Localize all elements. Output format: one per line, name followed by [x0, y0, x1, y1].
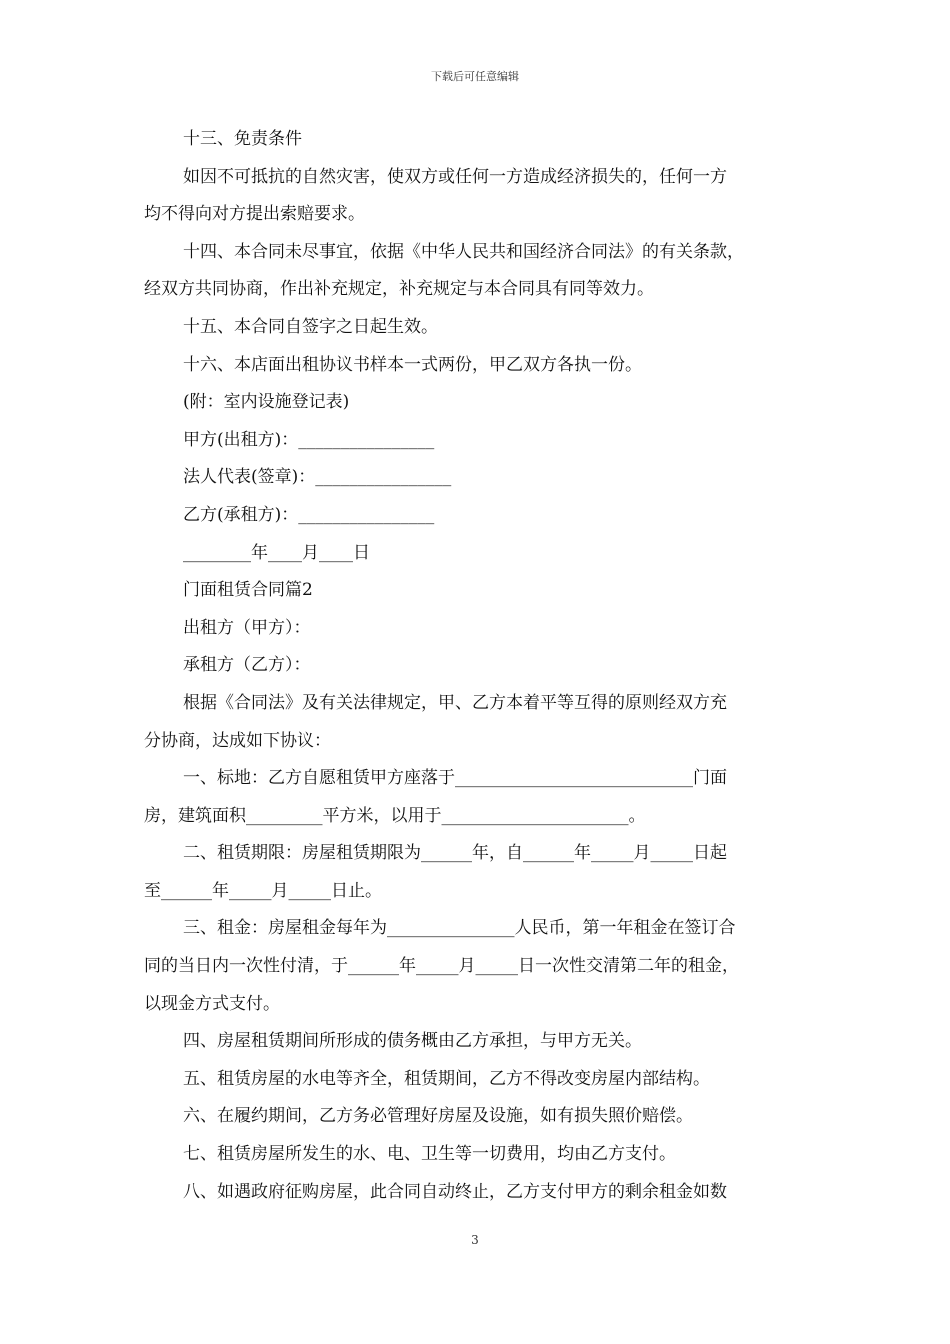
section-title: 门面租赁合同篇2 — [183, 580, 313, 601]
text-line: 同的当日内一次性付清，于______年_____月_____日一次性交清第二年的租金， — [144, 956, 739, 977]
text-line: 六、在履约期间，乙方务必管理好房屋及设施，如有损失照价赔偿。 — [183, 1106, 693, 1127]
text-line: 出租方（甲方）： — [183, 617, 311, 638]
text-line: 根据《合同法》及有关法律规定，甲、乙方本着平等互得的原则经双方充 — [183, 692, 727, 713]
text-line: 五、租赁房屋的水电等齐全，租赁期间，乙方不得改变房屋内部结构。 — [183, 1068, 710, 1089]
text-line: 十五、本合同自签字之日起生效。 — [183, 316, 438, 337]
text-line: 七、租赁房屋所发生的水、电、卫生等一切费用，均由乙方支付。 — [183, 1144, 676, 1165]
text-line: 八、如遇政府征购房屋，此合同自动终止，乙方支付甲方的剩余租金如数 — [183, 1181, 727, 1202]
text-line: 十三、免责条件 — [183, 129, 302, 149]
text-line: 至______年_____月_____日止。 — [144, 880, 382, 901]
signature-line-party-a: 甲方(出租方)：________________ — [183, 429, 435, 450]
text-line: 四、房屋租赁期间所形成的债务概由乙方承担，与甲方无关。 — [183, 1031, 642, 1052]
page-number: 3 — [471, 1233, 479, 1247]
text-line: 十四、本合同未尽事宜，依据《中华人民共和国经济合同法》的有关条款， — [183, 241, 744, 262]
text-line: 以现金方式支付。 — [144, 993, 280, 1014]
signature-line-legal-rep: 法人代表(签章)：________________ — [183, 467, 452, 488]
signature-line-party-b: 乙方(承租方)：________________ — [183, 504, 435, 525]
text-line: 均不得向对方提出索赔要求。 — [144, 204, 365, 225]
text-line: 十六、本店面出租协议书样本一式两份，甲乙双方各执一份。 — [183, 354, 642, 375]
document-body — [144, 121, 810, 1211]
text-line: 三、租金：房屋租金每年为_______________人民币，第一年租金在签订合 — [183, 918, 736, 939]
text-line: 二、租赁期限：房屋租赁期限为______年，自______年_____月_____日起 — [183, 843, 727, 864]
text-line: 房，建筑面积_________平方米，以用于______________________。 — [144, 805, 646, 826]
text-line: 承租方（乙方）： — [183, 655, 311, 676]
text-line: 如因不可抵抗的自然灾害，使双方或任何一方造成经济损失的，任何一方 — [183, 166, 727, 187]
text-line: (附：室内设施登记表) — [183, 392, 350, 413]
text-line: 分协商，达成如下协议： — [144, 730, 331, 751]
text-line: 经双方共同协商，作出补充规定，补充规定与本合同具有同等效力。 — [144, 279, 654, 300]
date-line: ________年____月____日 — [183, 542, 370, 563]
text-line: 一、标地：乙方自愿租赁甲方座落于____________________________门面 — [183, 768, 727, 789]
page-header: 下载后可任意编辑 — [431, 70, 519, 83]
